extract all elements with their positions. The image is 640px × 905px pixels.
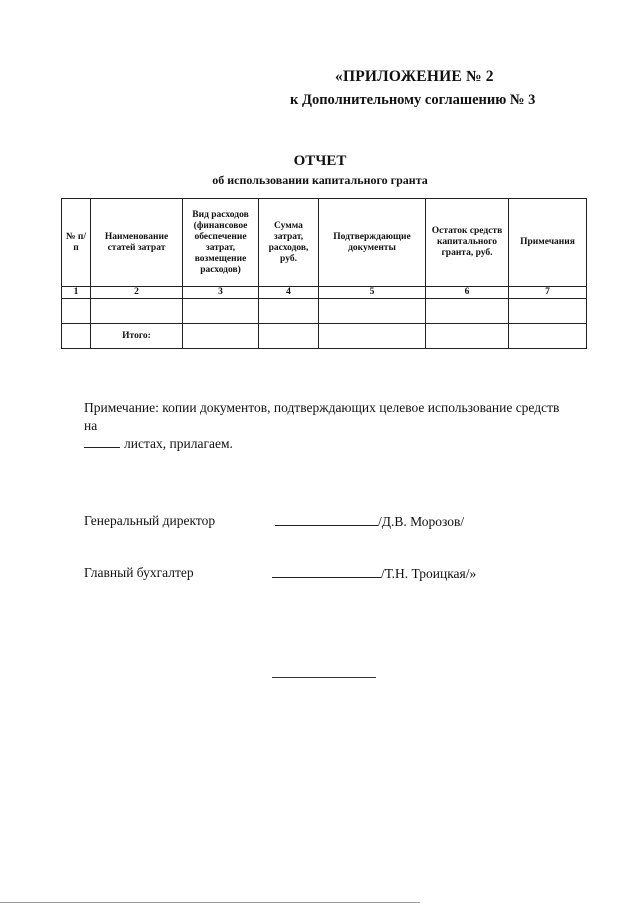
director-signature bbox=[275, 513, 464, 531]
header-cell-amount: Сумма затрат, расходов, руб. bbox=[259, 199, 319, 287]
table-cell bbox=[183, 324, 259, 349]
table-cell bbox=[62, 324, 91, 349]
table-total-row bbox=[62, 324, 587, 349]
table-cell bbox=[183, 299, 259, 324]
note-line-2-wrap bbox=[84, 435, 564, 453]
column-number: 2 bbox=[91, 287, 183, 299]
table-cell bbox=[259, 324, 319, 349]
report-title: ОТЧЕТ bbox=[293, 153, 347, 169]
table-row bbox=[62, 299, 587, 324]
appendix-subtitle: к Дополнительному соглашению № 3 bbox=[290, 92, 536, 108]
total-label: Итого: bbox=[91, 324, 183, 349]
page-bottom-edge bbox=[0, 902, 420, 903]
bottom-divider-line bbox=[272, 677, 376, 678]
director-role: Генеральный директор bbox=[84, 513, 216, 528]
note-line-1: Примечание: копии документов, подтверждающих целевое использование средств на bbox=[84, 400, 560, 433]
table-cell bbox=[426, 324, 509, 349]
header-cell-notes: Примечания bbox=[509, 199, 587, 287]
column-number: 5 bbox=[319, 287, 426, 299]
report-subtitle: об использовании капитального гранта bbox=[212, 173, 428, 187]
table-cell bbox=[62, 299, 91, 324]
header-cell-item: Наименование статей затрат bbox=[91, 199, 183, 287]
column-number: 6 bbox=[426, 287, 509, 299]
column-number: 4 bbox=[259, 287, 319, 299]
table-cell bbox=[91, 299, 183, 324]
table-cell bbox=[319, 299, 426, 324]
accountant-signature bbox=[272, 565, 476, 583]
column-number: 3 bbox=[183, 287, 259, 299]
report-table bbox=[61, 198, 587, 349]
appendix-title: «ПРИЛОЖЕНИЕ № 2 bbox=[335, 68, 494, 85]
header-cell-balance: Остаток средств капитального гранта, руб. bbox=[426, 199, 509, 287]
accountant-name: /Т.Н. Троицкая/» bbox=[381, 566, 477, 581]
table-cell bbox=[509, 299, 587, 324]
header-cell-expense-type: Вид расходов (финансовое обеспечение затрат, возмещение расходов) bbox=[183, 199, 259, 287]
table-cell bbox=[259, 299, 319, 324]
table-cell bbox=[426, 299, 509, 324]
accountant-role: Главный бухгалтер bbox=[84, 565, 194, 580]
table-cell bbox=[319, 324, 426, 349]
table-header-row bbox=[62, 199, 587, 287]
column-number: 7 bbox=[509, 287, 587, 299]
sheets-blank-line bbox=[84, 435, 120, 448]
director-signature-line bbox=[275, 513, 378, 526]
table-cell bbox=[509, 324, 587, 349]
note-line-2: листах, прилагаем. bbox=[124, 436, 233, 451]
column-number: 1 bbox=[62, 287, 91, 299]
director-name: /Д.В. Морозов/ bbox=[378, 514, 465, 529]
accountant-signature-line bbox=[272, 565, 381, 578]
header-cell-number: № п/п bbox=[62, 199, 91, 287]
header-cell-documents: Подтверждающие документы bbox=[319, 199, 426, 287]
note-block bbox=[84, 399, 564, 453]
table-number-row bbox=[62, 287, 587, 299]
